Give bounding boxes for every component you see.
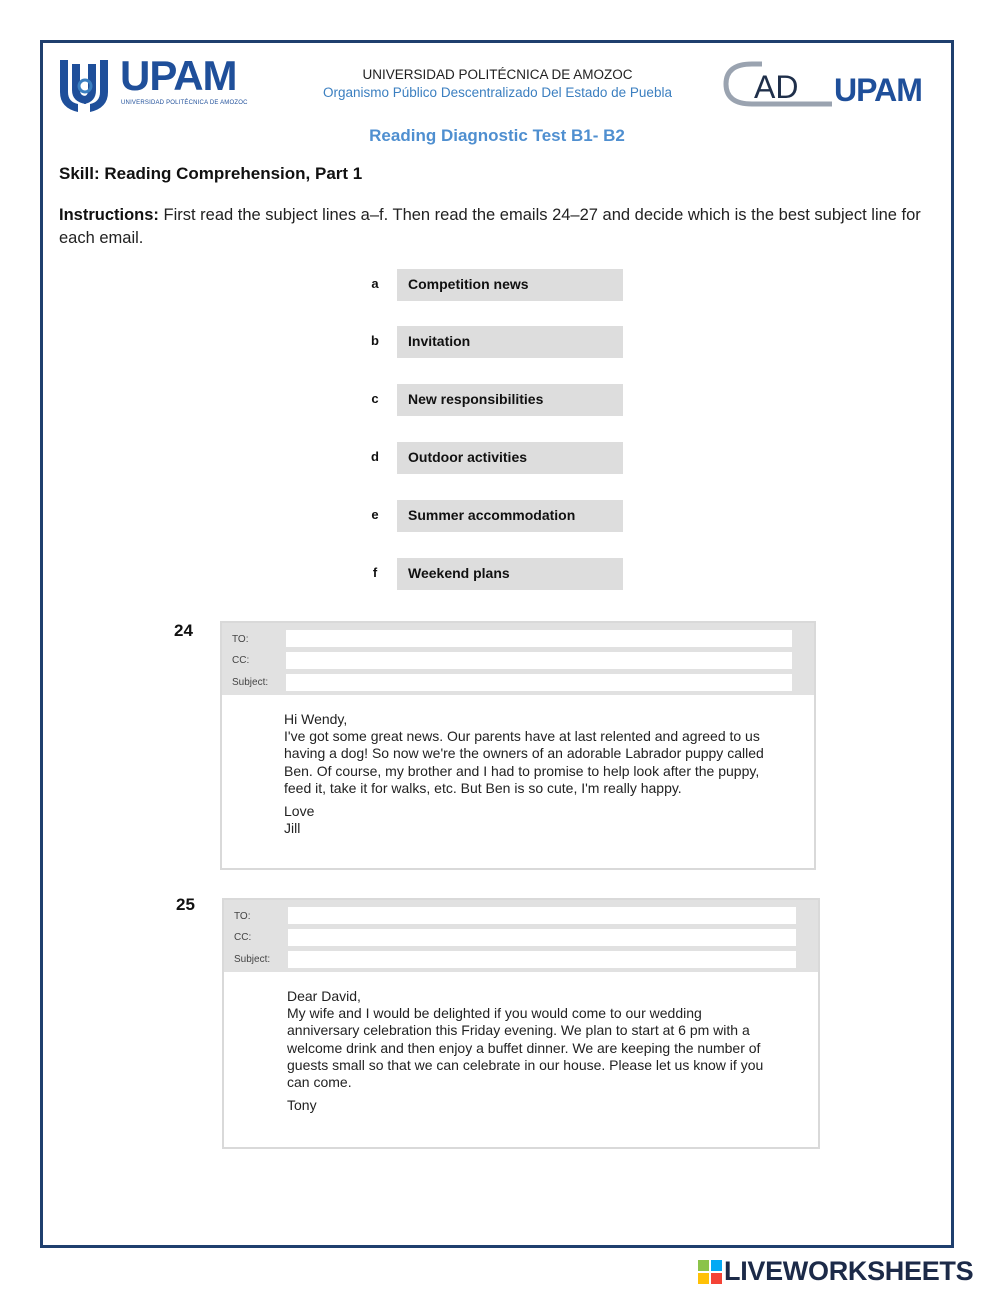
option-f (360, 558, 625, 590)
subject-label: Subject: (234, 954, 271, 965)
option-text: Outdoor activities (397, 442, 623, 474)
option-letter: f (372, 565, 378, 580)
liveworksheets-squares-icon (698, 1260, 722, 1284)
option-text: Summer accommodation (397, 500, 623, 532)
email-body (284, 711, 774, 837)
cc-field[interactable] (286, 652, 792, 669)
email-text: I've got some great news. Our parents have at last relented and agreed to us having a dog! So now we're the owners of an adorable Labrador puppy called Ben. Of course, my brother and I had to promise to help look after the puppy, feed it, take it for walks, etc. But Ben is so cute, I'm really happy. (284, 728, 764, 796)
cc-field[interactable] (288, 929, 796, 946)
email-body (287, 988, 777, 1114)
liveworksheets-brand: LIVEWORKSHEETS (724, 1256, 974, 1286)
question-number: 24 (174, 621, 193, 640)
option-c (360, 384, 625, 416)
to-field[interactable] (288, 907, 796, 924)
university-name: UNIVERSIDAD POLITÉCNICA DE AMOZOC (362, 67, 633, 82)
liveworksheets-logo (698, 1257, 998, 1287)
instructions-text: First read the subject lines a–f. Then read the emails 24–27 and decide which is the best subject line for each email. (59, 206, 921, 247)
email-signature: Jill (284, 820, 301, 837)
test-title: Reading Diagnostic Test B1- B2 (369, 126, 625, 145)
subject-label: Subject: (232, 677, 269, 688)
to-label: TO: (232, 634, 249, 645)
option-letter: a (371, 276, 379, 291)
email-header (224, 900, 818, 972)
email-greeting: Hi Wendy, (284, 711, 348, 727)
logo-left-word: UPAM (120, 52, 237, 99)
option-b (360, 326, 625, 358)
email-closing: Love (284, 803, 315, 820)
subject-field[interactable] (286, 674, 792, 691)
university-subtitle: Organismo Público Descentralizado Del Estado de Puebla (323, 85, 672, 100)
logo-left-subtitle: UNIVERSIDAD POLITÉCNICA DE AMOZOC (121, 100, 248, 106)
instructions (59, 204, 939, 250)
to-field[interactable] (286, 630, 792, 647)
option-a (360, 269, 625, 301)
upam-emblem-icon (58, 56, 112, 112)
skill-heading: Skill: Reading Comprehension, Part 1 (59, 164, 363, 183)
option-d (360, 442, 625, 474)
email-24 (220, 621, 816, 870)
option-letter: b (371, 333, 379, 348)
option-text: Weekend plans (397, 558, 623, 590)
question-number: 25 (176, 895, 195, 914)
upam-logo (58, 52, 258, 112)
email-header (222, 623, 814, 695)
option-text: Competition news (397, 269, 623, 301)
option-letter: d (371, 449, 379, 464)
subject-field[interactable] (288, 951, 796, 968)
to-label: TO: (234, 911, 251, 922)
email-signature: Tony (287, 1097, 317, 1114)
cad-logo-text: AD (754, 69, 799, 105)
instructions-label: Instructions: (59, 206, 159, 224)
cc-label: CC: (232, 655, 250, 666)
cc-label: CC: (234, 932, 252, 943)
email-25 (222, 898, 820, 1149)
option-text: Invitation (397, 326, 623, 358)
email-text: My wife and I would be delighted if you would come to our wedding anniversary celebration this Friday evening. We plan to start at 6 pm with a welcome drink and then enjoy a buffet dinner. We are keeping the number of guests small so that we can celebrate in our house. Please let us know if you can come. (287, 1005, 764, 1091)
cad-upam-logo (722, 60, 937, 112)
cad-logo-icon (722, 60, 837, 108)
email-greeting: Dear David, (287, 988, 361, 1004)
logo-right-word: UPAM (834, 72, 922, 108)
option-e (360, 500, 625, 532)
option-text: New responsibilities (397, 384, 623, 416)
option-letter: c (371, 391, 379, 406)
option-letter: e (371, 507, 379, 522)
